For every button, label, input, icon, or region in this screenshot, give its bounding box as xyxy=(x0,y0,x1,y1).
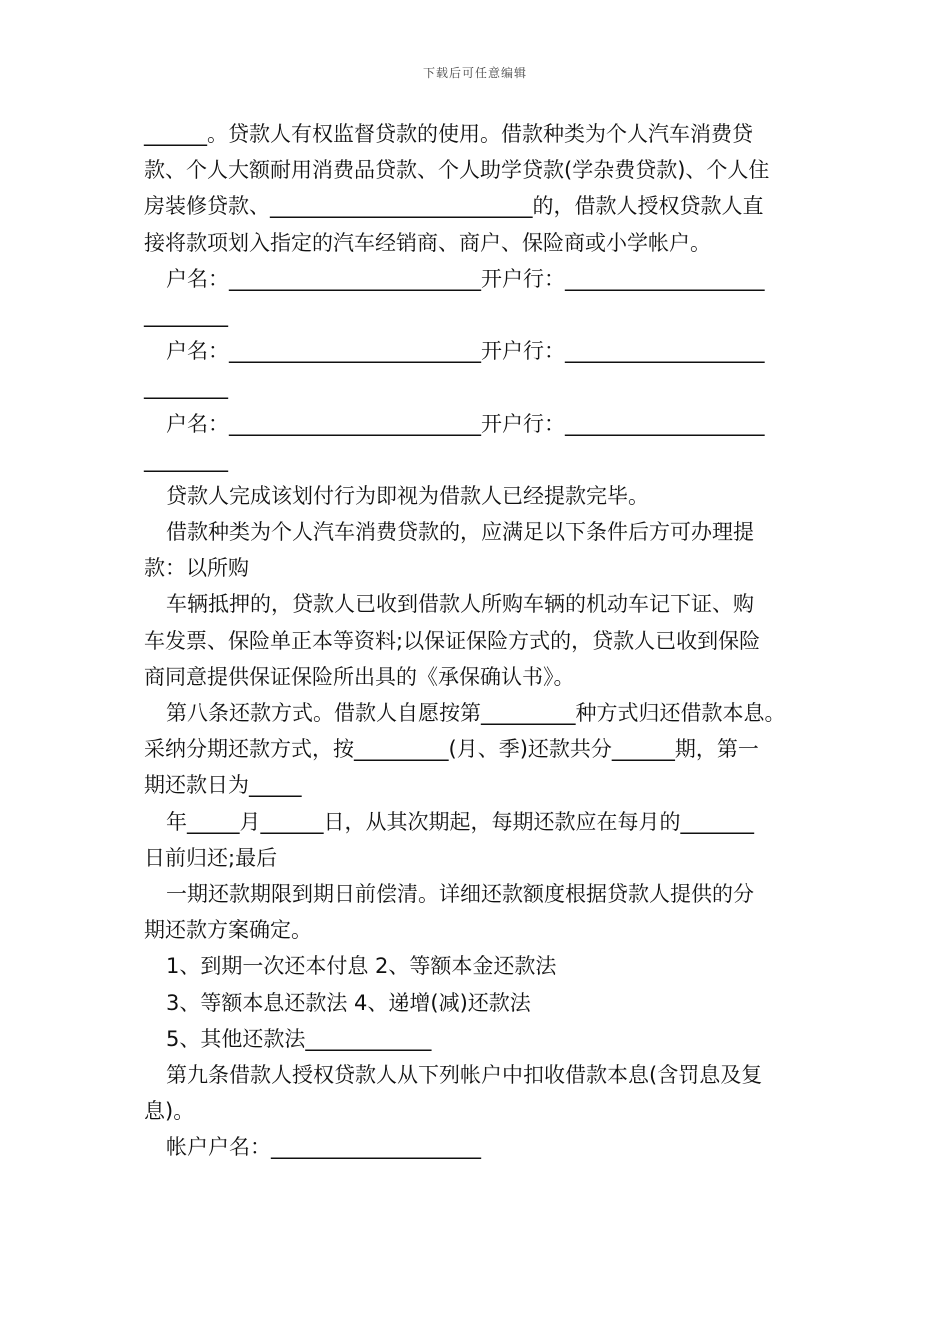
text-line: 款、个人大额耐用消费品贷款、个人助学贷款(学杂费贷款)、个人住 xyxy=(144,158,770,183)
text-line: 期还款日为_____ xyxy=(144,773,302,798)
text-line: 款：以所购 xyxy=(144,556,249,581)
text-line: ______。贷款人有权监督贷款的使用。借款种类为个人汽车消费贷 xyxy=(144,122,753,146)
text-line: 车辆抵押的，贷款人已收到借款人所购车辆的机动车记下证、购 xyxy=(166,592,754,617)
text-line: 期还款方案确定。 xyxy=(144,918,312,943)
text-line: 采纳分期还款方式，按_________(月、季)还款共分______期，第一 xyxy=(144,737,759,762)
text-line: 车发票、保险单正本等资料;以保证保险方式的，贷款人已收到保险 xyxy=(144,628,761,653)
text-line: 息)。 xyxy=(144,1099,195,1124)
text-line: 年_____月______日，从其次期起，每期还款应在每月的_______ xyxy=(166,809,754,834)
text-line: 贷款人完成该划付行为即视为借款人已经提款完毕。 xyxy=(166,483,649,508)
text-line: ________ xyxy=(144,375,228,400)
account-name-line: 户名：________________________开户行：___________________ xyxy=(166,339,765,364)
text-line: 商同意提供保证保险所出具的《承保确认书》。 xyxy=(144,664,575,689)
article-nine-line: 第九条借款人授权贷款人从下列帐户中扣收借款本息(含罚息及复 xyxy=(166,1062,763,1087)
text-line: 借款种类为个人汽车消费贷款的，应满足以下条件后方可办理提 xyxy=(166,520,754,545)
text-line: 接将款项划入指定的汽车经销商、商户、保险商或小学帐户。 xyxy=(144,230,711,255)
text-line: 房装修贷款、_________________________的，借款人授权贷款人直 xyxy=(144,194,764,219)
document-body xyxy=(144,116,814,1165)
account-name-line: 户名：________________________开户行：___________________ xyxy=(166,411,765,436)
text-line: 日前归还;最后 xyxy=(144,845,278,870)
repayment-option-line: 5、其他还款法____________ xyxy=(166,1026,432,1051)
article-eight-line: 第八条还款方式。借款人自愿按第_________种方式归还借款本息。 xyxy=(166,701,786,725)
page-header: 下载后可任意编辑 xyxy=(422,66,527,80)
text-line: 一期还款期限到期日前偿清。详细还款额度根据贷款人提供的分 xyxy=(166,881,754,906)
repayment-option-line: 1、到期一次还本付息 2、等额本金还款法 xyxy=(166,954,557,979)
text-line: ________ xyxy=(144,302,228,327)
repayment-option-line: 3、等额本息还款法 4、递增(减)还款法 xyxy=(166,990,531,1015)
account-holder-line: 帐户户名：____________________ xyxy=(166,1135,481,1160)
text-line: ________ xyxy=(144,447,228,472)
account-name-line: 户名：________________________开户行：___________________ xyxy=(166,266,765,291)
